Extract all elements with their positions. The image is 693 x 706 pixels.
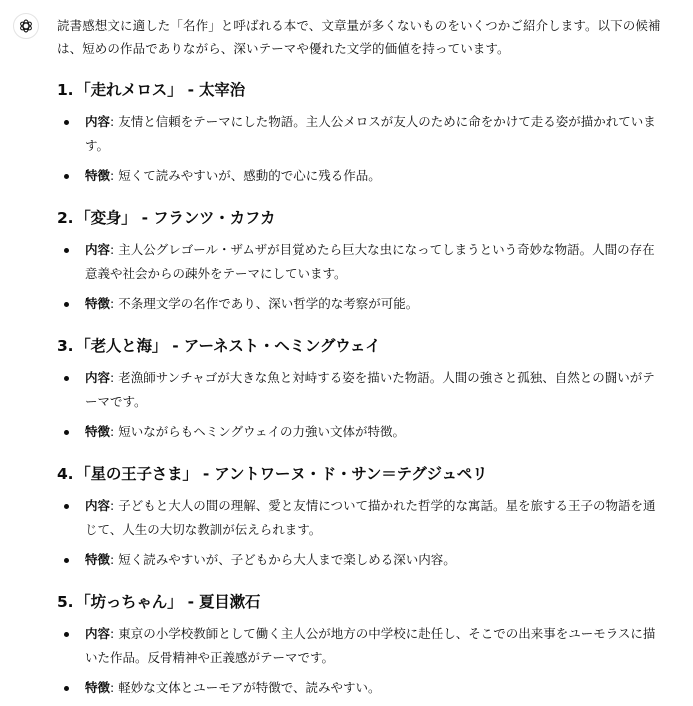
detail-label: 内容 xyxy=(85,114,111,129)
detail-separator: : xyxy=(110,114,119,129)
detail-text: 短いながらもヘミングウェイの力強い文体が特徴。 xyxy=(118,424,405,439)
book-details xyxy=(57,110,665,188)
detail-feature xyxy=(57,292,665,316)
detail-label: 内容 xyxy=(85,626,111,641)
detail-label: 特徴 xyxy=(85,424,111,439)
bullet-dot-icon xyxy=(64,376,69,381)
detail-content xyxy=(57,494,665,542)
book-item xyxy=(57,591,665,700)
book-details xyxy=(57,238,665,316)
detail-text: 主人公グレゴール・ザムザが目覚めたら巨大な虫になってしまうという奇妙な物語。人間の存在意義や社会からの疎外をテーマにしています。 xyxy=(85,242,655,281)
book-title-text: 「老人と海」 - アーネスト・ヘミングウェイ xyxy=(75,337,381,355)
detail-text: 友情と信頼をテーマにした物語。主人公メロスが友人のために命をかけて走る姿が描かれています。 xyxy=(85,114,656,153)
book-title-text: 「坊っちゃん」 - 夏目漱石 xyxy=(75,593,261,611)
bullet-dot-icon xyxy=(64,174,69,179)
detail-separator: : xyxy=(110,626,119,641)
detail-label: 特徴 xyxy=(85,296,111,311)
book-title xyxy=(57,335,665,357)
detail-label: 内容 xyxy=(85,498,111,513)
detail-text: 子どもと大人の間の理解、愛と友情について描かれた哲学的な寓話。星を旅する王子の物語を通じて、人生の大切な教訓が伝えられます。 xyxy=(85,498,656,537)
bullet-dot-icon xyxy=(64,632,69,637)
bullet-dot-icon xyxy=(64,120,69,125)
detail-text: 不条理文学の名作であり、深い哲学的な考察が可能。 xyxy=(118,296,419,311)
detail-text: 老漁師サンチャゴが大きな魚と対峙する姿を描いた物語。人間の強さと孤独、自然との闘いがテーマです。 xyxy=(85,370,655,409)
detail-separator: : xyxy=(110,680,119,695)
bullet-dot-icon xyxy=(64,558,69,563)
bullet-dot-icon xyxy=(64,248,69,253)
detail-label: 内容 xyxy=(85,242,111,257)
detail-text: 東京の小学校教師として働く主人公が地方の中学校に赴任し、そこでの出来事をユーモラスに描いた作品。反骨精神や正義感がテーマです。 xyxy=(85,626,656,665)
intro-paragraph: 読書感想文に適した「名作」と呼ばれる本で、文章量が多くないものをいくつかご紹介します。以下の候補は、短めの作品でありながら、深いテーマや優れた文学的価値を持っています。 xyxy=(57,18,661,56)
detail-text: 軽妙な文体とユーモアが特徴で、読みやすい。 xyxy=(118,680,381,695)
book-item xyxy=(57,463,665,572)
detail-separator: : xyxy=(110,370,119,385)
book-item xyxy=(57,207,665,316)
detail-separator: : xyxy=(110,552,119,567)
detail-feature xyxy=(57,164,665,188)
book-title xyxy=(57,591,665,613)
bullet-dot-icon xyxy=(64,504,69,509)
book-number: 5. xyxy=(57,593,74,611)
book-title xyxy=(57,207,665,229)
book-number: 4. xyxy=(57,465,74,483)
detail-feature xyxy=(57,548,665,572)
detail-separator: : xyxy=(110,168,119,183)
detail-separator: : xyxy=(110,424,119,439)
detail-content xyxy=(57,366,665,414)
assistant-message xyxy=(57,14,665,706)
bullet-dot-icon xyxy=(64,430,69,435)
detail-separator: : xyxy=(110,242,119,257)
detail-feature xyxy=(57,676,665,700)
assistant-avatar xyxy=(13,13,39,39)
detail-label: 特徴 xyxy=(85,680,111,695)
book-number: 3. xyxy=(57,337,74,355)
detail-content xyxy=(57,238,665,286)
book-title xyxy=(57,79,665,101)
detail-label: 特徴 xyxy=(85,552,111,567)
assistant-logo-icon xyxy=(18,18,34,34)
book-number: 2. xyxy=(57,209,74,227)
book-item xyxy=(57,335,665,444)
detail-label: 内容 xyxy=(85,370,111,385)
book-details xyxy=(57,494,665,572)
bullet-dot-icon xyxy=(64,686,69,691)
book-title-text: 「走れメロス」 - 太宰治 xyxy=(75,81,245,99)
detail-separator: : xyxy=(110,296,119,311)
detail-text: 短く読みやすいが、子どもから大人まで楽しめる深い内容。 xyxy=(118,552,456,567)
book-details xyxy=(57,366,665,444)
book-title-text: 「変身」 - フランツ・カフカ xyxy=(75,209,276,227)
book-number: 1. xyxy=(57,81,74,99)
detail-text: 短くて読みやすいが、感動的で心に残る作品。 xyxy=(118,168,381,183)
book-details xyxy=(57,622,665,700)
bullet-dot-icon xyxy=(64,302,69,307)
detail-feature xyxy=(57,420,665,444)
book-title-text: 「星の王子さま」 - アントワーヌ・ド・サン＝テグジュペリ xyxy=(75,465,488,483)
detail-separator: : xyxy=(110,498,119,513)
book-title xyxy=(57,463,665,485)
book-item xyxy=(57,79,665,188)
detail-content xyxy=(57,110,665,158)
detail-content xyxy=(57,622,665,670)
detail-label: 特徴 xyxy=(85,168,111,183)
